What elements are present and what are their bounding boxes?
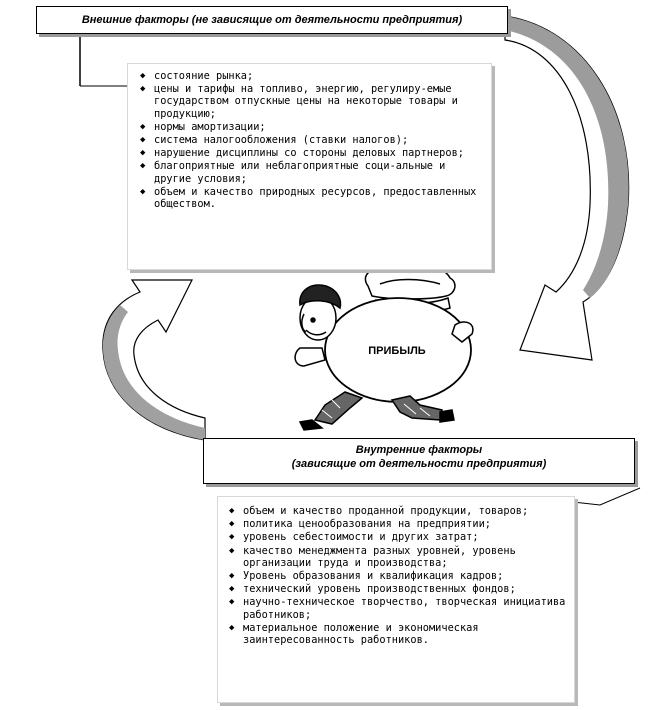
list-item: ◆ материальное положение и экономическая заинтересованность работников.	[229, 621, 479, 647]
list-item: ◆ качество менеджмента разных уровней, уровень организации труда и производства;	[229, 544, 516, 569]
diamond-bullet-icon: ◆	[229, 519, 235, 530]
diamond-bullet-icon: ◆	[140, 84, 146, 95]
profit-label: ПРИБЫЛЬ	[368, 345, 426, 357]
list-item: ◆ Уровень образования и квалификация кадров;	[229, 570, 504, 583]
diamond-bullet-icon: ◆	[229, 532, 235, 543]
internal-factors-box	[217, 496, 575, 703]
diamond-bullet-icon: ◆	[140, 71, 146, 81]
list-item: ◆ система налогообложения (ставки налогов);	[140, 134, 409, 147]
internal-factors-title-line1: Внутренние факторы	[355, 444, 483, 456]
list-item: ◆ объем и качество проданной продукции, товаров;	[229, 505, 529, 517]
list-item: ◆ объем и качество природных ресурсов, предоставленных обществом.	[140, 185, 477, 211]
diamond-bullet-icon: ◆	[229, 571, 235, 582]
list-item: ◆ научно-техническое творчество, творческая инициатива работников;	[229, 596, 566, 621]
internal-factors-title-line2: (зависящие от деятельности предприятия)	[291, 458, 547, 470]
diamond-bullet-icon: ◆	[140, 121, 146, 132]
diamond-bullet-icon: ◆	[140, 186, 146, 197]
diamond-bullet-icon: ◆	[140, 148, 146, 159]
diamond-bullet-icon: ◆	[140, 135, 146, 146]
list-item: ◆ уровень себестоимости и других затрат;	[229, 531, 479, 544]
diamond-bullet-icon: ◆	[140, 161, 146, 172]
list-item: ◆ благоприятные или неблагоприятные соци-альные и другие условия;	[140, 160, 446, 185]
external-factors-list	[140, 70, 480, 211]
diamond-bullet-icon: ◆	[229, 584, 235, 595]
list-item: ◆ нормы амортизации;	[140, 120, 266, 133]
list-item: ◆ технический уровень производственных фондов;	[229, 583, 516, 596]
external-factors-title: Внешние факторы (не зависящие от деятельности предприятия)	[36, 6, 508, 34]
diamond-bullet-icon: ◆	[229, 597, 235, 608]
diamond-bullet-icon: ◆	[229, 622, 235, 633]
diamond-bullet-icon: ◆	[229, 506, 235, 516]
external-factors-box	[127, 63, 492, 270]
list-item: ◆ состояние рынка;	[140, 70, 254, 82]
list-item: ◆ цены и тарифы на топливо, энергию, регулиру-емые государством отпускные цены на некоторые товары и продукцию;	[140, 83, 458, 120]
diamond-bullet-icon: ◆	[229, 545, 235, 556]
list-item: ◆ политика ценообразования на предприятии;	[229, 518, 491, 531]
internal-factors-list	[229, 505, 571, 647]
list-item: ◆ нарушение дисциплины со стороны деловых партнеров;	[140, 147, 464, 160]
internal-factors-title	[203, 438, 635, 484]
